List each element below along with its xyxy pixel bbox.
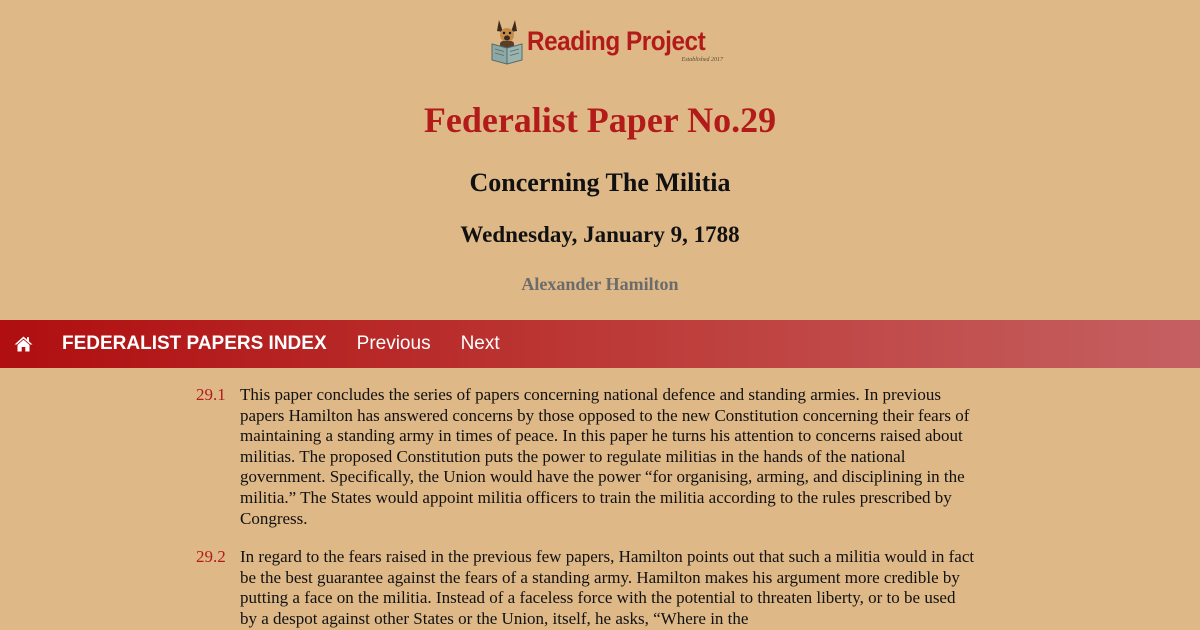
- main-navbar: [0, 320, 1200, 368]
- federalist-papers-index-link[interactable]: FEDERALIST PAPERS INDEX: [62, 333, 327, 354]
- paragraph: [196, 385, 976, 529]
- logo-text: Reading Project: [527, 26, 706, 56]
- paragraph-number: 29.1: [196, 385, 226, 404]
- paragraph-text: This paper concludes the series of papers concerning national defence and standing armies. In previous papers Hamilton has answered concerns by those opposed to the new Constitution concerning their fears of maintaining a standing army in times of peace. In this paper he turns his attention to concerns raised about militias. The proposed Constitution puts the power to regulate militias in the hands of the national government. Specifically, the Union would have the power “for organising, arming, and disciplining in the militia.” The States would appoint militia officers to train the militia according to the rules prescribed by Congress.: [240, 385, 970, 528]
- dog-reading-book-icon: [490, 18, 524, 66]
- home-icon[interactable]: [14, 335, 34, 353]
- author-name: Alexander Hamilton: [521, 274, 679, 294]
- publication-date: Wednesday, January 9, 1788: [460, 222, 740, 247]
- logo-tagline: Established 2017: [681, 57, 724, 63]
- paragraph-number: 29.2: [196, 547, 226, 567]
- site-logo[interactable]: [490, 18, 725, 66]
- page-title: Federalist Paper No.29: [423, 100, 777, 140]
- page-subtitle: Concerning The Militia: [469, 168, 731, 197]
- next-link[interactable]: Next: [460, 333, 500, 354]
- article-body: [196, 385, 976, 630]
- paragraph: [196, 547, 976, 629]
- paragraph-text: In regard to the fears raised in the previous few papers, Hamilton points out that such a militia would in fact be the best guarantee against the fears of a standing army. Hamilton makes his argument more credible by putting a face on the militia. Instead of a faceless force with the potential to threaten liberty, or to be used by a despot against other States or the Union, itself, he asks, “Where in the: [240, 547, 975, 628]
- previous-link[interactable]: Previous: [356, 333, 431, 354]
